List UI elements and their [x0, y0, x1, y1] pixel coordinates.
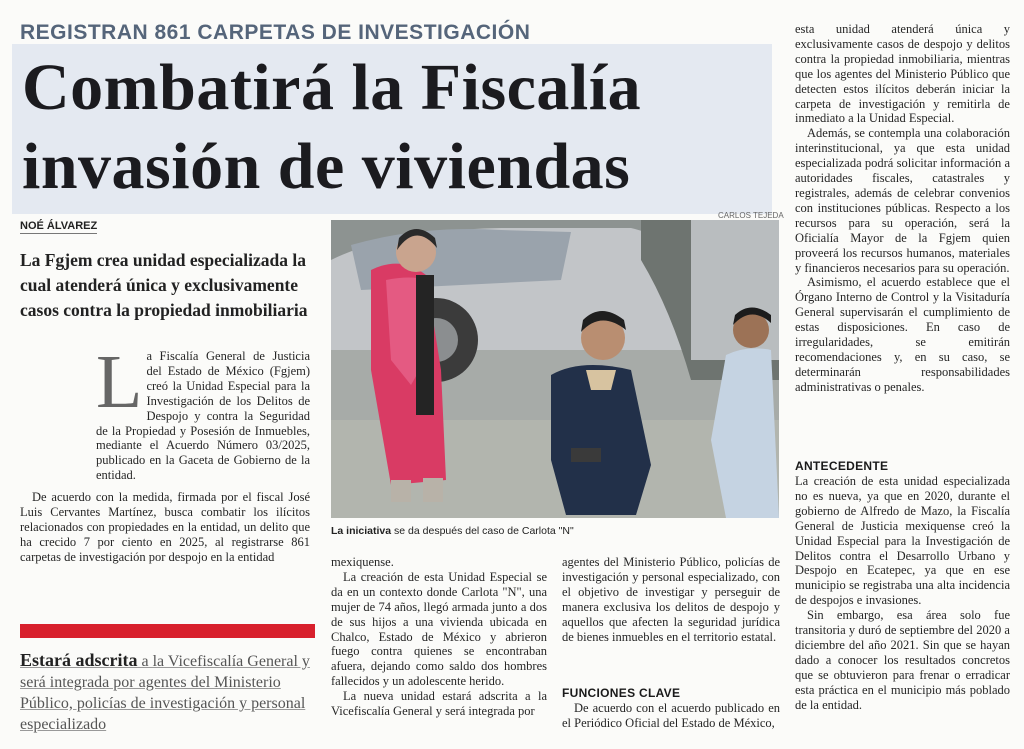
red-divider-bar: [20, 624, 315, 638]
caption-bold: La iniciativa: [331, 525, 392, 537]
photo-caption: [331, 525, 781, 537]
caption-text: se da después del caso de Carlota "N": [394, 525, 574, 537]
paragraph: esta unidad atenderá única y exclusivamente casos de despojo y delitos contra la propiedad inmobiliaria, mientras que los agentes del Ministerio Público que detecten estos ilícitos deberán iniciar la carpeta de investigación y remitirla de inmediato a la Unidad Especial.: [795, 22, 1010, 126]
article-column-4-continued: [795, 474, 1010, 713]
article-column-3-continued: [562, 701, 780, 731]
paragraph: Sin embargo, esa área solo fue transitoria y duró de septiembre del 2020 a diciembre del año 2021. Sin que se hayan dado a conocer los resultados concretos que se obtuvieron para frenar o erradicar esta práctica en el municipio más poblado de la entidad.: [795, 608, 1010, 712]
paragraph: La creación de esta Unidad Especial se da en un contexto donde Carlota "N", una mujer de 74 años, llegó armada junto a dos de sus hijos a una vivienda ubicada en Chalco, Estado de México y abrieron fuego contra quienes se encontraban afuera, dejando como saldo dos hombres fallecidos y un adolescente herido.: [331, 569, 547, 689]
paragraph: De acuerdo con la medida, firmada por el fiscal José Luis Cervantes Martínez, busca combatir los ilícitos relacionados con propiedades en la entidad, un delito que ha crecido 7 por ciento en 2025, al registrarse 861 carpetas de investigación por despojo en la entidad: [20, 490, 310, 564]
paragraph: agentes del Ministerio Público, policías de investigación y personal especializado, con el objetivo de investigar y perseguir de manera exclusiva los delitos de despojo y aquellos que afecten la seguridad jurídica de bienes inmuebles en el territorio estatal.: [562, 555, 780, 644]
paragraph: mexiquense.: [331, 555, 394, 569]
author-byline: NOÉ ÁLVAREZ: [20, 220, 98, 232]
deck-subheadline: La Fgjem crea unidad especializada la cual atenderá única y exclusivamente casos contra la propiedad inmobiliaria: [20, 250, 308, 320]
news-photo: [331, 220, 779, 518]
article-column-1: [96, 340, 310, 483]
headline: [22, 48, 782, 206]
pullout-bold: Estará adscrita: [20, 650, 138, 670]
article-column-2: [331, 555, 547, 719]
photo-credit: CARLOS TEJEDA: [718, 211, 784, 220]
paragraph: La nueva unidad estará adscrita a la Vicefiscalía General y será integrada por: [331, 689, 547, 719]
lead-text: a Fiscalía General de Justicia del Estado de México (Fgjem) creó la Unidad Especial para la Investigación de los Delitos de Despojo y contra la Seguridad de la Propiedad y Posesión de Inmuebles, mediante el Acuerdo Número 03/2025, publicado en la Gaceta de Gobierno de la entidad.: [96, 349, 310, 483]
article-column-1-continued: [20, 490, 310, 565]
article-column-3: [562, 555, 780, 644]
paragraph: De acuerdo con el acuerdo publicado en el Periódico Oficial del Estado de México,: [562, 701, 780, 730]
pullout-text-wrap: [20, 650, 310, 733]
paragraph: La creación de esta unidad especializada no es nueva, ya que en 2020, durante el gobierno de Alfredo de Mazo, la Fiscalía General de Justicia mexiquense creó la Unidad Especial para la Investigación de Delitos contra el Desarrollo Urbano y Despojo en Ecatepec, ya que en ese municipio se registraba una alta incidencia de despojos e invasiones.: [795, 474, 1010, 608]
pullout-text: a la Vicefiscalía General y será integrada por agentes del Ministerio Público, policías de investigación y personal especializado: [20, 653, 310, 733]
lead-paragraph: [96, 340, 310, 483]
kicker: REGISTRAN 861 CARPETAS DE INVESTIGACIÓN: [20, 21, 531, 44]
subhead-antecedente: ANTECEDENTE: [795, 459, 889, 473]
drop-cap: L: [96, 340, 143, 424]
headline-line-1: Combatirá la Fiscalía: [22, 51, 642, 124]
subhead-funciones-clave: FUNCIONES CLAVE: [562, 686, 681, 700]
headline-line-2: invasión de viviendas: [22, 130, 631, 203]
paragraph: Asimismo, el acuerdo establece que el Órgano Interno de Control y la Visitaduría General supervisarán el cumplimiento de estas disposiciones. En caso de irregularidades, se emitirán recomendaciones y, en su caso, se determinarán responsabilidades administrativas o penales.: [795, 275, 1010, 394]
paragraph: Además, se contempla una colaboración interinstitucional, ya que esta unidad especializada podrá solicitar información a autoridades fiscales, catastrales y registrales, además de celebrar convenios con instituciones públicas. Respecto a los recursos para su operación, será la Oficialía Mayor de la Fgjem quien proveerá los recursos humanos, materiales y financieros necesarios para su operación.: [795, 126, 1010, 275]
photo-illustration: [331, 220, 779, 518]
pullout-box: [20, 650, 310, 735]
article-column-4: [795, 22, 1010, 395]
